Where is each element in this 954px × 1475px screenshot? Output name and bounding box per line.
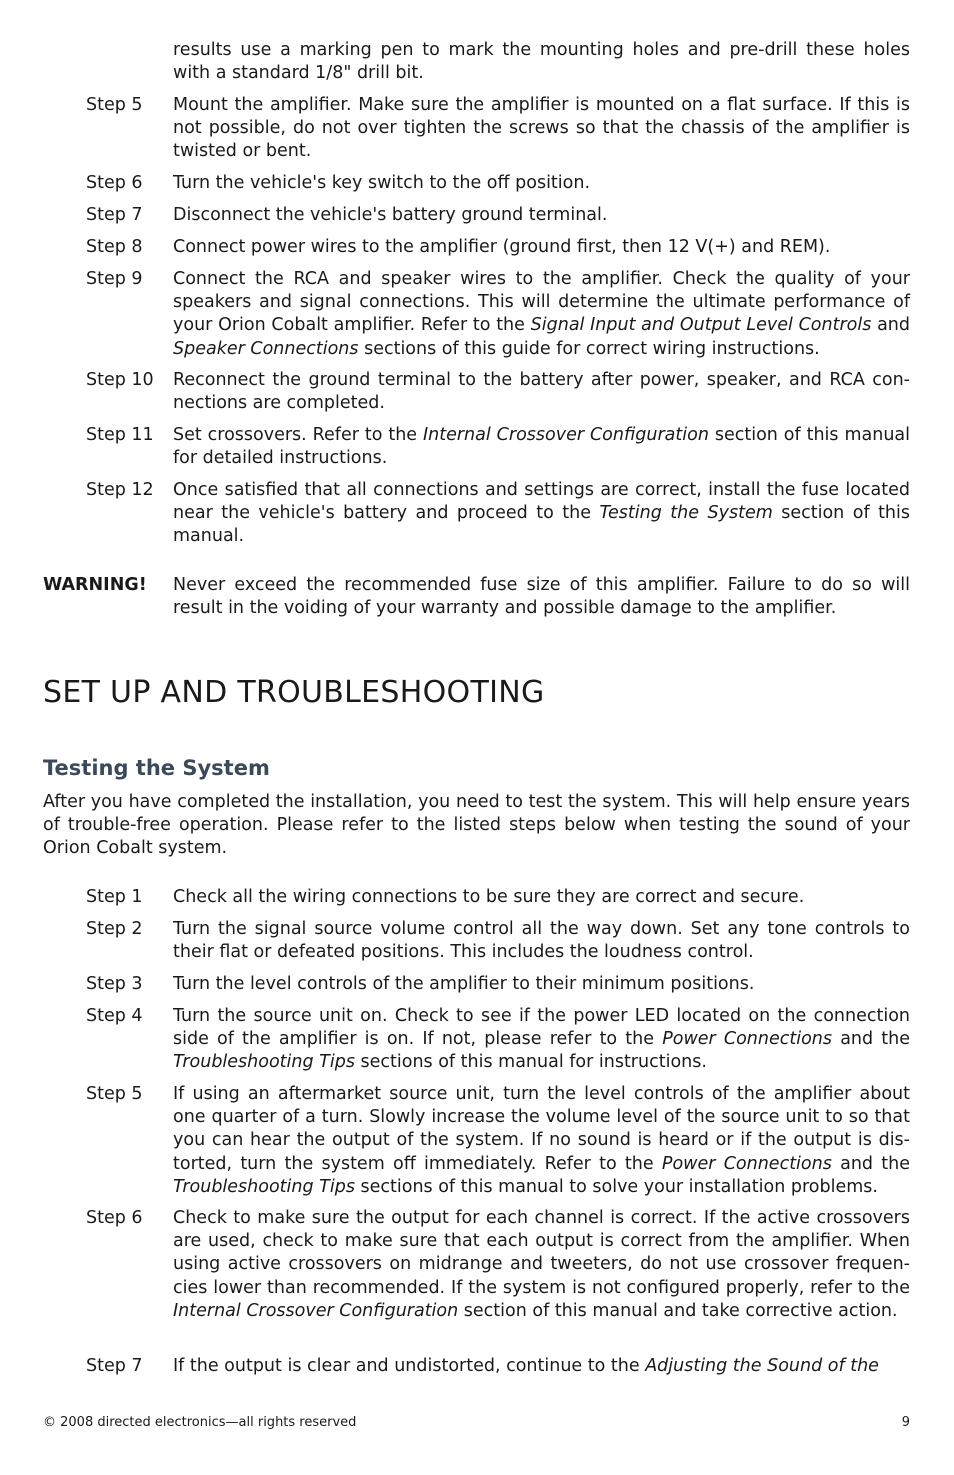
step-label: Step 3 bbox=[86, 974, 143, 994]
text-run: sections of this guide for correct wiring instructions. bbox=[358, 338, 820, 359]
text-run: Connect the RCA and speaker wires to the amplifier. Check the quality of your speakers and signal connections. This will determine the ultimate performance of your Orion Cobalt amplifier. Refer to the bbox=[173, 269, 910, 336]
step-label: Step 6 bbox=[86, 173, 143, 193]
warning-label: WARNING! bbox=[43, 575, 147, 595]
italic-reference: Power Connections bbox=[661, 1153, 832, 1174]
text-run: Turn the signal source volume control all the way down. Set any tone controls to their flat or defeated positions. This includes the loudness control. bbox=[173, 919, 910, 963]
step-text bbox=[173, 39, 910, 85]
step-text bbox=[173, 94, 910, 164]
text-run: Once satisfied that all connections and settings are correct, install the fuse located near the vehicle's battery and proceed to the bbox=[173, 480, 910, 524]
italic-reference: Internal Crossover Configuration bbox=[173, 1300, 459, 1321]
text-run: section of this manual and take corrective action. bbox=[458, 1300, 898, 1321]
text-run: Turn the vehicle's key switch to the off position. bbox=[173, 173, 591, 193]
step-label: Step 1 bbox=[86, 887, 143, 907]
step-text bbox=[173, 369, 910, 415]
text-run: sections of this manual for instructions. bbox=[354, 1052, 707, 1073]
step-text bbox=[173, 424, 910, 470]
italic-reference: Troubleshooting Tips bbox=[173, 1176, 355, 1197]
step-text bbox=[173, 918, 910, 964]
step-label: Step 12 bbox=[86, 480, 154, 500]
step-text bbox=[173, 886, 910, 909]
step-text bbox=[173, 236, 910, 259]
step-text bbox=[173, 1005, 910, 1075]
step-label: Step 6 bbox=[86, 1208, 143, 1228]
warning-text: Never exceed the recommended fuse size of this amplifier. Failure to do so will result in the voiding of your warranty and possible damage to the amplifier. bbox=[173, 575, 910, 619]
step-text bbox=[173, 479, 910, 549]
page-number: 9 bbox=[901, 1415, 910, 1430]
step-text bbox=[173, 204, 910, 227]
step-text bbox=[173, 172, 910, 195]
text-run: results use a marking pen to mark the mounting holes and pre-drill these holes with a standard 1/8" drill bit. bbox=[173, 40, 910, 84]
section-title: SET UP AND TROUBLESHOOTING bbox=[43, 675, 545, 710]
subsection-title: Testing the System bbox=[43, 756, 270, 780]
step-label: Step 8 bbox=[86, 237, 143, 257]
step-label: Step 5 bbox=[86, 95, 143, 115]
italic-reference: Signal Input and Output Level Controls bbox=[530, 315, 872, 336]
text-run: section of this manual for detailed instructions. bbox=[173, 425, 910, 469]
step-label: Step 11 bbox=[86, 425, 154, 445]
italic-reference: Adjusting the Sound of the bbox=[645, 1356, 879, 1376]
footer-copyright: © 2008 directed electronics—all rights reserved bbox=[43, 1415, 357, 1430]
text-run: Turn the level controls of the amplifier to their minimum positions. bbox=[173, 974, 755, 994]
text-run: Connect power wires to the amplifier (ground first, then 12 V(+) and REM). bbox=[173, 237, 831, 257]
italic-reference: Internal Crossover Configuration bbox=[422, 425, 709, 445]
step-label: Step 4 bbox=[86, 1006, 143, 1026]
intro-paragraph: After you have completed the installation, you need to test the system. This will help ensure years of trouble-free operation. Please refer to the listed steps below when testing the sound of your Orion Cobalt system. bbox=[43, 792, 910, 859]
step-label: Step 7 bbox=[86, 205, 143, 225]
step-text bbox=[173, 973, 910, 996]
italic-reference: Troubleshooting Tips bbox=[173, 1052, 355, 1073]
text-run: Check all the wiring connections to be sure they are correct and secure. bbox=[173, 887, 805, 907]
text-run: Reconnect the ground terminal to the battery after power, speaker, and RCA con-nections are completed. bbox=[173, 370, 910, 414]
text-run: section of this manual. bbox=[173, 503, 911, 547]
text-run: and the bbox=[831, 1153, 910, 1174]
step-label: Step 7 bbox=[86, 1356, 143, 1376]
step-text bbox=[173, 1355, 910, 1378]
italic-reference: Speaker Connections bbox=[173, 338, 359, 359]
step-label: Step 9 bbox=[86, 269, 143, 289]
text-run: If the output is clear and undistorted, continue to the bbox=[173, 1356, 646, 1376]
text-run: If using an aftermarket source unit, turn the level controls of the amplifier about one quarter of a turn. Slowly increase the volume level of the source unit to so that you can hear the output of the system. If no sound is heard or if the output is dis-torted, turn the system off immediately. Refer to the bbox=[173, 1084, 910, 1174]
text-run: Turn the source unit on. Check to see if the power LED located on the connection side of the amplifier is on. If not, please refer to the bbox=[173, 1006, 910, 1050]
text-run: sections of this manual to solve your installation problems. bbox=[354, 1176, 878, 1197]
step-label: Step 10 bbox=[86, 370, 154, 390]
step-label: Step 5 bbox=[86, 1084, 143, 1104]
step-text bbox=[173, 1083, 910, 1199]
text-run: Set crossovers. Refer to the bbox=[173, 425, 423, 445]
text-run: Mount the amplifier. Make sure the amplifier is mounted on a flat surface. If this is not possible, do not over tighten the screws so that the chassis of the amplifier is twisted or bent. bbox=[173, 95, 910, 162]
step-label: Step 2 bbox=[86, 919, 143, 939]
step-text bbox=[173, 268, 910, 361]
text-run: and bbox=[871, 315, 910, 336]
step-text bbox=[173, 1207, 910, 1323]
italic-reference: Power Connections bbox=[662, 1029, 833, 1050]
text-run: and the bbox=[832, 1029, 910, 1050]
text-run: Disconnect the vehicle's battery ground terminal. bbox=[173, 205, 608, 225]
italic-reference: Testing the System bbox=[599, 503, 773, 524]
text-run: Check to make sure the output for each channel is correct. If the active crossovers are used, check to make sure that each output is correct from the amplifier. When using active crossovers on midrange and tweeters, do not use crossover frequen-cies lower than recommended. If the system is not configured properly, refer to the bbox=[173, 1208, 910, 1298]
